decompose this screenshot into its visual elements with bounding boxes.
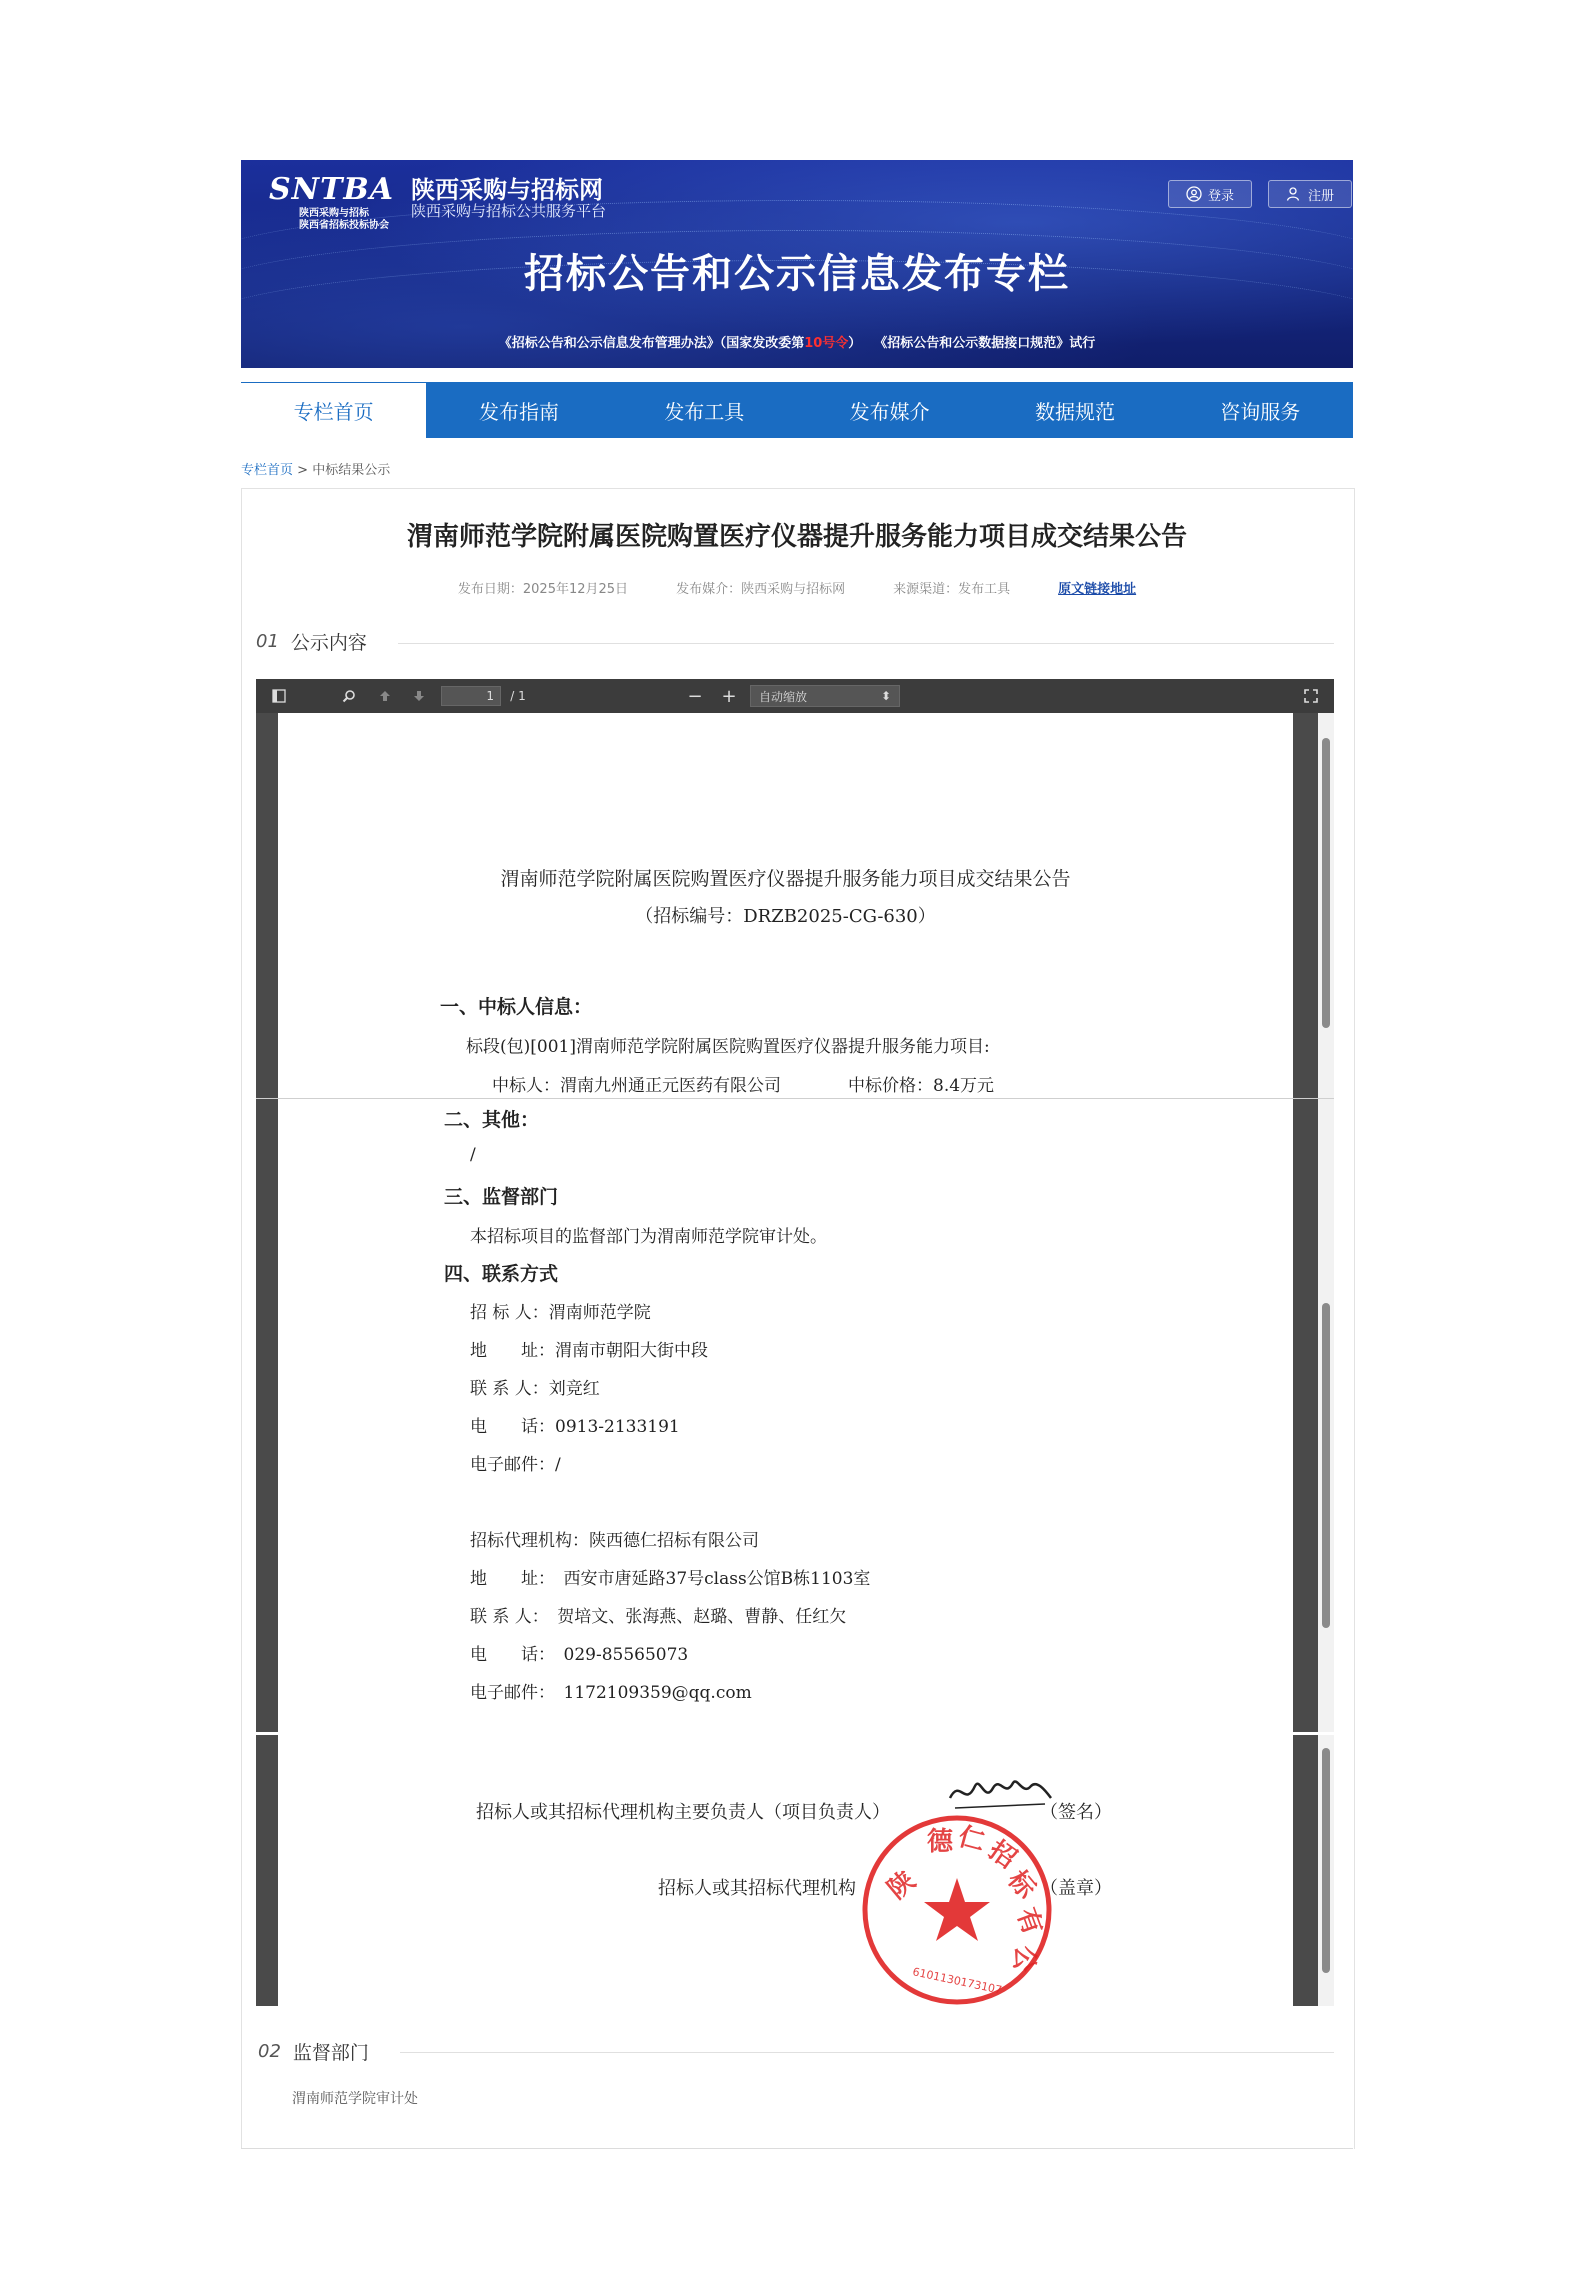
doc-agency-line: 联 系 人： 贺培文、张海燕、赵璐、曹静、任红欠 [470, 1607, 847, 1627]
svg-text:仁: 仁 [955, 1821, 989, 1858]
doc-sign-line: 招标人或其招标代理机构主要负责人（项目负责人） [476, 1802, 890, 1823]
register-button[interactable] [1268, 180, 1352, 208]
publish-media: 发布媒介：陕西采购与招标网 [676, 582, 846, 597]
doc-agency-line: 地 址： 西安市唐延路37号class公馆B栋1103室 [470, 1569, 871, 1589]
doc-agency-line: 电 话： 029-85565073 [470, 1645, 689, 1665]
sidebar-toggle-icon[interactable] [266, 679, 292, 713]
footer-divider [241, 2148, 1353, 2149]
nav-item-tools[interactable]: 发布工具 [664, 399, 745, 424]
breadcrumb [241, 459, 390, 478]
scrollbar-thumb[interactable] [1322, 1748, 1330, 1973]
scrollbar-thumb[interactable] [1322, 1303, 1330, 1628]
doc-heading-supervise: 三、监督部门 [444, 1186, 559, 1208]
fullscreen-icon[interactable] [1298, 679, 1324, 713]
breadcrumb-separator: > [297, 463, 309, 478]
register-label: 注册 [1307, 188, 1334, 204]
svg-text:有: 有 [1010, 1904, 1048, 1939]
page-title: 渭南师范学院附属医院购置医疗仪器提升服务能力项目成交结果公告 [406, 522, 1187, 552]
login-button[interactable] [1168, 180, 1252, 208]
page-total: / 1 [510, 689, 526, 703]
doc-contact-line: 招 标 人：渭南师范学院 [470, 1303, 651, 1323]
section-number: 01 [256, 631, 279, 652]
doc-code: （招标编号：DRZB2025-CG-630） [635, 906, 936, 927]
doc-contact-line: 电子邮件：/ [470, 1455, 561, 1475]
doc-title: 渭南师范学院附属医院购置医疗仪器提升服务能力项目成交结果公告 [500, 868, 1071, 890]
section-heading-supervision [258, 2038, 369, 2065]
doc-contact-line: 地 址：渭南市朝阳大街中段 [470, 1341, 708, 1361]
zoom-in-button[interactable]: + [721, 685, 737, 707]
doc-agency-line: 招标代理机构：陕西德仁招标有限公司 [470, 1531, 759, 1551]
section-divider [398, 643, 1334, 644]
notice-highlight: 10号令 [804, 336, 849, 351]
zoom-select[interactable] [750, 685, 900, 707]
breadcrumb-current: 中标结果公示 [312, 463, 391, 478]
doc-winner: 中标人：渭南九州通正元医药有限公司 [492, 1076, 781, 1096]
previous-page-icon[interactable] [374, 679, 396, 713]
doc-contact-line: 电 话：0913-2133191 [470, 1417, 680, 1437]
pdf-toolbar [256, 679, 1334, 713]
nav-item-consult[interactable]: 咨询服务 [1220, 399, 1301, 424]
page-number-input[interactable]: 1 [441, 686, 501, 706]
company-seal [857, 1810, 1057, 2010]
doc-contact-line: 联 系 人：刘竞红 [470, 1379, 600, 1399]
section-title: 公示内容 [290, 632, 367, 654]
doc-lot: 标段(包)[001]渭南师范学院附属医院购置医疗仪器提升服务能力项目: [466, 1037, 990, 1057]
svg-text:公: 公 [1007, 1944, 1040, 1973]
doc-heading-other: 二、其他： [444, 1109, 540, 1131]
section-divider [400, 2052, 1334, 2053]
section-heading-content [256, 628, 367, 655]
logo-subtext-1: 陕西采购与招标 [299, 208, 369, 219]
doc-sign-suffix: （签名） [1040, 1802, 1112, 1823]
doc-other: / [470, 1145, 476, 1165]
section-number: 02 [258, 2041, 281, 2062]
doc-heading-contact: 四、联系方式 [444, 1263, 559, 1285]
doc-agency-line: 电子邮件： 1172109359@qq.com [470, 1683, 752, 1703]
zoom-out-button[interactable]: − [687, 685, 703, 707]
svg-text:德: 德 [927, 1827, 954, 1857]
logo-subtext-2: 陕西省招标投标协会 [299, 220, 389, 231]
nav-item-data-spec[interactable]: 数据规范 [1034, 399, 1115, 424]
section-title: 监督部门 [292, 2042, 369, 2064]
page-stitch-divider [256, 1098, 1334, 1099]
site-subtitle: 陕西采购与招标公共服务平台 [411, 202, 607, 220]
breadcrumb-home[interactable]: 专栏首页 [241, 463, 294, 478]
user-circle-icon [1186, 186, 1202, 202]
doc-price: 中标价格：8.4万元 [848, 1076, 995, 1096]
next-page-icon[interactable] [408, 679, 430, 713]
user-add-icon [1286, 186, 1302, 202]
original-link[interactable]: 原文链接地址 [1058, 582, 1137, 597]
nav-item-home[interactable]: 专栏首页 [241, 382, 426, 438]
publish-source: 来源渠道：发布工具 [893, 582, 1011, 597]
banner-notice[interactable] [241, 332, 1353, 351]
supervision-content: 渭南师范学院审计处 [292, 2091, 418, 2107]
scrollbar-thumb[interactable] [1322, 738, 1330, 1028]
header-banner [241, 160, 1353, 368]
banner-title: 招标公告和公示信息发布专栏 [524, 251, 1070, 297]
page-stitch-divider [256, 1732, 1334, 1735]
svg-text:陕: 陕 [882, 1865, 922, 1906]
nav-item-guide[interactable]: 发布指南 [478, 399, 559, 424]
search-icon[interactable] [336, 679, 362, 713]
nav-item-media[interactable]: 发布媒介 [849, 399, 930, 424]
svg-text:招: 招 [982, 1835, 1022, 1875]
doc-seal-suffix: （盖章） [1040, 1878, 1112, 1899]
main-nav [241, 382, 1353, 438]
logo-text: SNTBA [269, 172, 395, 207]
notice-text-2: ） 《招标公告和公示数据接口规范》试行 [848, 336, 1096, 351]
doc-seal-line: 招标人或其招标代理机构 [658, 1878, 856, 1899]
site-name: 陕西采购与招标网 [411, 176, 603, 204]
zoom-value: 自动缩放 [759, 689, 808, 704]
svg-text:标: 标 [1001, 1865, 1042, 1905]
article-meta [241, 578, 1353, 597]
doc-heading-winner: 一、中标人信息： [440, 996, 593, 1018]
publish-date: 发布日期：2025年12月25日 [457, 582, 629, 597]
notice-text-1: 《招标公告和公示信息发布管理办法》（国家发改委第 [498, 336, 805, 351]
doc-supervise: 本招标项目的监督部门为渭南师范学院审计处。 [470, 1227, 827, 1247]
login-label: 登录 [1207, 188, 1234, 204]
select-caret-icon: ⬍ [880, 689, 891, 703]
svg-text:6101130173107: 6101130173107 [911, 1965, 1004, 1997]
site-logo[interactable] [259, 170, 395, 231]
pdf-scrollbar[interactable] [1318, 713, 1334, 2006]
